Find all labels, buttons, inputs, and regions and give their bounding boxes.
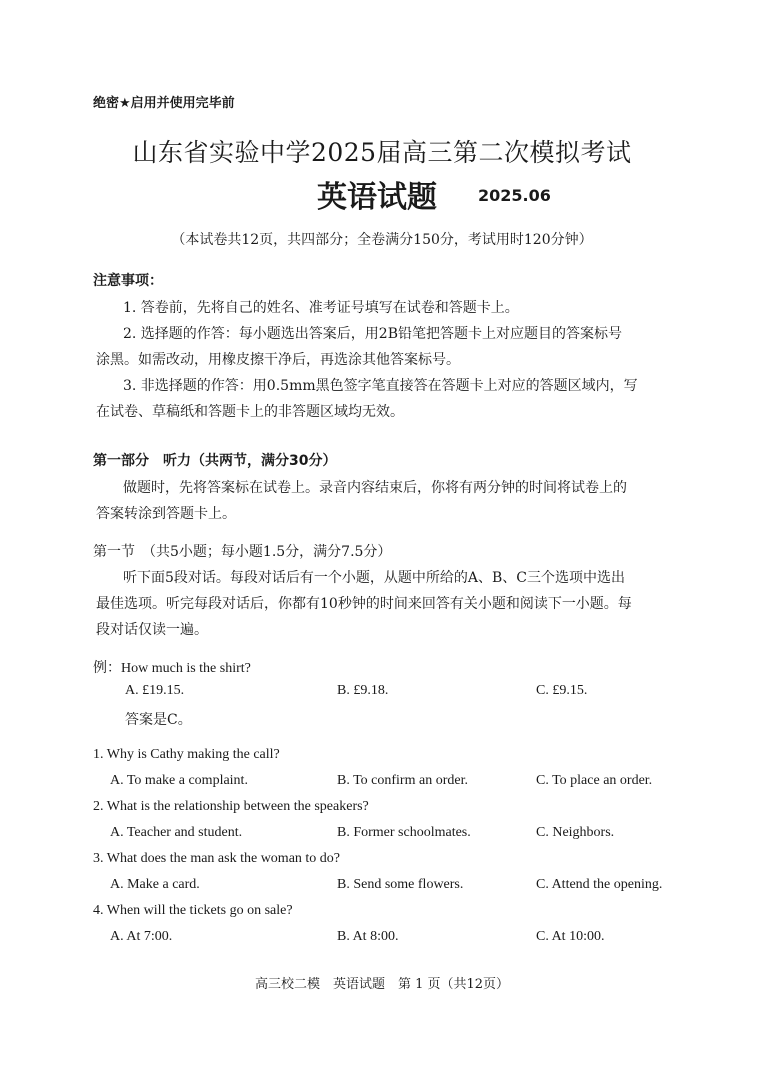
question-4: 4. When will the tickets go on sale?: [93, 903, 293, 918]
subject-title: 英语试题: [317, 180, 437, 215]
section1-heading: 第一节 （共5小题；每小题1.5分，满分7.5分）: [93, 544, 392, 560]
example-question: 例：How much is the shirt?: [93, 661, 251, 676]
note-item-1: 1. 答卷前，先将自己的姓名、准考证号填写在试卷和答题卡上。: [123, 300, 519, 316]
question-3-option-a: A. Make a card.: [110, 877, 200, 892]
part1-intro-line-2: 答案转涂到答题卡上。: [96, 506, 236, 522]
section1-intro-line-2: 最佳选项。听完每段对话后，你都有10秒钟的时间来回答有关小题和阅读下一小题。每: [96, 596, 632, 612]
example-option-a: A. £19.15.: [125, 683, 185, 698]
section1-intro-line-3: 段对话仅读一遍。: [96, 622, 208, 638]
example-answer: 答案是C。: [125, 712, 192, 728]
part1-intro-line-1: 做题时，先将答案标在试卷上。录音内容结束后，你将有两分钟的时间将试卷上的: [123, 480, 627, 496]
note-item-2-line-1: 2. 选择题的作答：每小题选出答案后，用2B铅笔把答题卡上对应题目的答案标号: [123, 326, 623, 342]
confidential-label: 绝密★启用并使用完毕前: [93, 96, 235, 111]
page-footer: 高三校二模 英语试题 第 1 页（共12页）: [254, 977, 510, 992]
question-2-option-a: A. Teacher and student.: [110, 825, 243, 840]
note-item-3-line-1: 3. 非选择题的作答：用0.5mm黑色签字笔直接答在答题卡上对应的答题区域内，写: [123, 378, 638, 394]
exam-info: （本试卷共12页，共四部分；全卷满分150分，考试用时120分钟）: [171, 232, 593, 248]
question-3-option-b: B. Send some flowers.: [337, 877, 464, 892]
question-1-option-a: A. To make a complaint.: [110, 773, 248, 788]
notes-heading: 注意事项：: [93, 273, 163, 289]
note-item-2-line-2: 涂黑。如需改动，用橡皮擦干净后，再选涂其他答案标号。: [96, 352, 460, 368]
exam-date: 2025.06: [478, 186, 551, 205]
example-option-b: B. £9.18.: [337, 683, 389, 698]
example-option-c: C. £9.15.: [536, 683, 588, 698]
question-4-option-a: A. At 7:00.: [110, 929, 173, 944]
question-1-option-b: B. To confirm an order.: [337, 773, 468, 788]
question-1-option-c: C. To place an order.: [536, 773, 653, 788]
question-4-option-b: B. At 8:00.: [337, 929, 399, 944]
question-2: 2. What is the relationship between the speakers?: [93, 799, 369, 814]
part1-heading: 第一部分 听力（共两节，满分30分）: [93, 453, 337, 469]
note-item-3-line-2: 在试卷、草稿纸和答题卡上的非答题区域均无效。: [96, 404, 404, 420]
question-3: 3. What does the man ask the woman to do?: [93, 851, 341, 866]
question-3-option-c: C. Attend the opening.: [536, 877, 663, 892]
question-1: 1. Why is Cathy making the call?: [93, 747, 280, 762]
question-2-option-c: C. Neighbors.: [536, 825, 615, 840]
section1-intro-line-1: 听下面5段对话。每段对话后有一个小题，从题中所给的A、B、C三个选项中选出: [123, 570, 626, 586]
question-2-option-b: B. Former schoolmates.: [337, 825, 471, 840]
question-4-option-c: C. At 10:00.: [536, 929, 605, 944]
school-exam-title: 山东省实验中学2025届高三第二次模拟考试: [132, 138, 632, 167]
